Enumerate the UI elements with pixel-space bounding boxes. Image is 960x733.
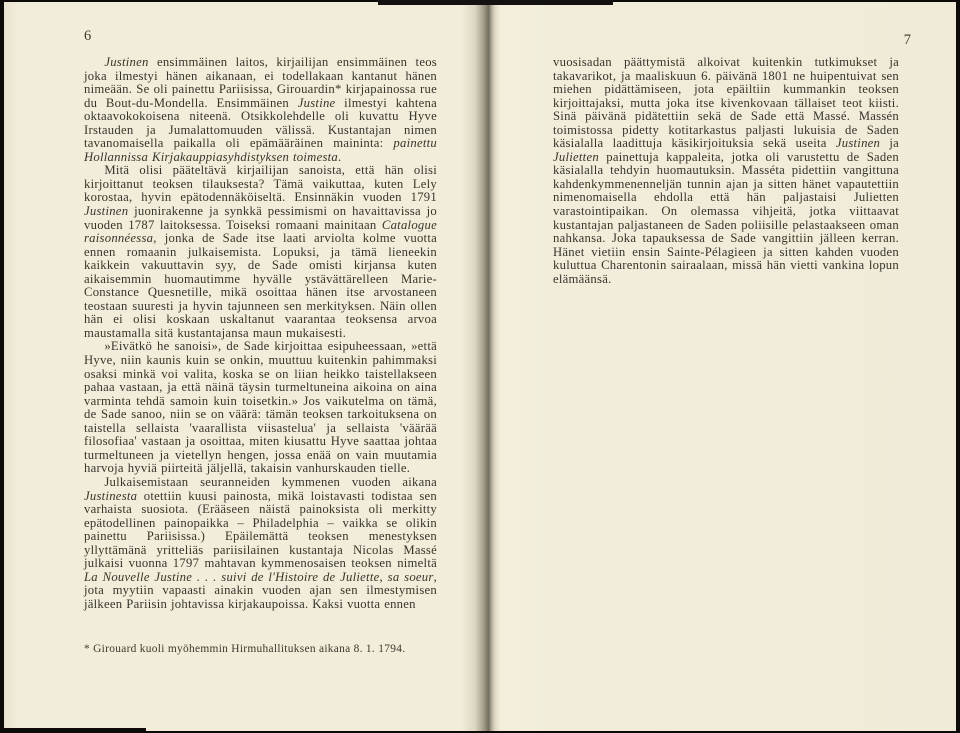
- text-run: ensimmäinen laitos, kirjailijan ensimmäinen teos joka ilmestyi hänen aikanaan, ei todellakaan kantanut hänen nimeään. Se oli painettu Pariisissa, Girouardin* kirjapainossa rue du Bout-du-Mondella. Ensimmäinen: [84, 55, 437, 110]
- text-run: , jota myytiin vapaasti ainakin vuoden ajan sen ilmestymisen jälkeen Pariisin johtavissa kirjakaupoissa. Kaksi vuotta ennen: [84, 569, 437, 611]
- italic-text-run: Justinesta: [84, 488, 138, 503]
- scan-edge-artifact-top: [378, 0, 613, 5]
- paragraph: [553, 56, 899, 286]
- left-page-text-block: [84, 56, 437, 611]
- page-number-right: 7: [903, 32, 911, 48]
- right-page-text-block: [553, 56, 899, 286]
- text-run: vuosisadan päättymistä alkoivat kuitenkin tutkimukset ja takavarikot, ja maaliskuun 6. päivänä 1801 ne huipentuivat sen miehen pidättämiseen, jota epäiltiin kummankin teoksen kirjoittajaksi, mutta joka itse kivenkovaan tällaiset teot kiisti. Sinä päivänä pidätettiin sekä de Sade että Massé. Massén toimistossa pidetty kotitarkastus paljasti lukuisia de Saden käsialalla laadittuja käsikirjoituksia sekä useita: [553, 55, 899, 151]
- italic-text-run: Julietten: [553, 149, 599, 164]
- italic-text-run: Justinen: [835, 136, 881, 151]
- text-run: »Eivätkö he sanoisi», de Sade kirjoittaa esipuheessaan, »että Hyve, niin kaunis kuin se onkin, muuttuu kuitenkin pahimmaksi osaksi minkä voi valita, koska se on liian heikko taistellakseen pahaa vastaan, ja että näinä täysin turmeltuneina aikoina on aina varminta tehdä samoin kuin toisetkin.» Jos vaikutelma on tämä, de Sade sanoo, niin se on väärä: tämän teoksen tarkoituksena on taistella sellaista 'vaarallista viisastelua' ja sellaista 'väärää filosofiaa' vastaan ja osoittaa, miten kiusattu Hyve saattaa johtaa turmeltuneen ja vietellyn hengen, jossa enää on vain muutamia harvoja hyviä piirteitä jäljellä, takaisin vanhurskauden tielle.: [84, 339, 437, 476]
- italic-text-run: Justinen: [84, 204, 129, 219]
- footnote: * Girouard kuoli myöhemmin Hirmuhallituksen aikana 8. 1. 1794.: [84, 643, 406, 655]
- italic-text-run: Justine: [297, 95, 336, 110]
- text-run: Julkaisemistaan seuranneiden kymmenen vuoden aikana: [104, 474, 437, 489]
- text-run: ja: [880, 136, 899, 151]
- text-run: otettiin kuusi painosta, mikä loistavasti todistaa sen varhaista suosiota. (Erääseen näistä painoksista oli merkitty epätodellinen painopaikka – Philadelphia – vaikka se olikin painettu Pariisissa.) Epäilemättä teoksen menestyksen yllyttämänä yritteliäs pariisilainen kustantaja Nicolas Massé julkaisi vuonna 1797 mahtavan kymmenosaisen teoksen nimeltä: [84, 488, 437, 571]
- italic-text-run: Justinen: [104, 55, 149, 69]
- page-left: [4, 2, 489, 731]
- italic-text-run: painettu Hollannissa Kirjakauppiasyhdistyksen toimesta: [84, 136, 437, 164]
- italic-text-run: La Nouvelle Justine . . . suivi de l'Histoire de Juliette, sa soeur: [84, 569, 434, 584]
- paragraph: [84, 56, 437, 164]
- text-run: ilmestyi kahtena oktaavokokoisena niteenä. Otsikkolehdelle oli kuvattu Hyve Irstauden ja Jumalattomuuden välissä. Kustantajan nimen tavanomaisella paikalla oli epämääräinen maininta:: [84, 95, 437, 151]
- scan-edge-artifact-bottom: [0, 728, 146, 733]
- italic-text-run: Catalogue raisonnéessa: [84, 217, 437, 246]
- page-number-left: 6: [84, 28, 92, 44]
- paragraph: [84, 164, 437, 340]
- page-right: [489, 2, 956, 731]
- text-run: , jonka de Sade itse laati arviolta kolme vuotta ennen romaanin julkaisemista. Lopuksi, ja tämä lieneekin kaikkein vakuuttavin syy, de Sade omisti kirjansa kuten aikaisemmin huomautimme hyvälle ystävättärelleen Marie-Constance Quesnetille, mikä osoittaa hänen itse arvostaneen teostaan suuresti ja hyvin tajunneen sen merkityksen. Näin ollen hän ei olisi koskaan uskaltanut vaarantaa teoksensa arvoa maustamalla sitä kustantajansa maun mukaisesti.: [84, 231, 437, 340]
- paragraph: [84, 476, 437, 611]
- text-run: Mitä olisi pääteltävä kirjailijan sanoista, että hän olisi kirjoittanut teoksen tilauksesta? Tämä vaikuttaa, kuten Lely korostaa, hyvin epätodennäköiseltä. Ensinnäkin vuoden 1791: [84, 163, 437, 205]
- text-run: .: [338, 149, 342, 164]
- paragraph: [84, 340, 437, 475]
- text-run: painettuja kappaleita, jotka oli varustettu de Saden käsialalla tehdyin huomautuksin. Masséta pidettiin vangittuna kahdenkymmenenneljän tunnin ajan ja sitten hänet vapautettiin nimenomaisella ehdolla että hän paljastaisi Julietten varastointipaikan. On olemassa vihjeitä, jotka viittaavat kustantajan paljastaneen de Saden poliisille pelastaakseen oman nahkansa. Joka tapauksessa de Sade vangittiin jälleen kerran. Hänet vietiin ensin Sainte-Pélagieen ja sitten kahden vuoden kuluttua Charentonin sairaalaan, missä hän vietti vankina lopun elämäänsä.: [553, 149, 899, 286]
- text-run: juonirakenne ja synkkä pessimismi on havaittavissa jo vuoden 1787 laitoksessa. Toiseksi romaani mainitaan: [84, 204, 437, 232]
